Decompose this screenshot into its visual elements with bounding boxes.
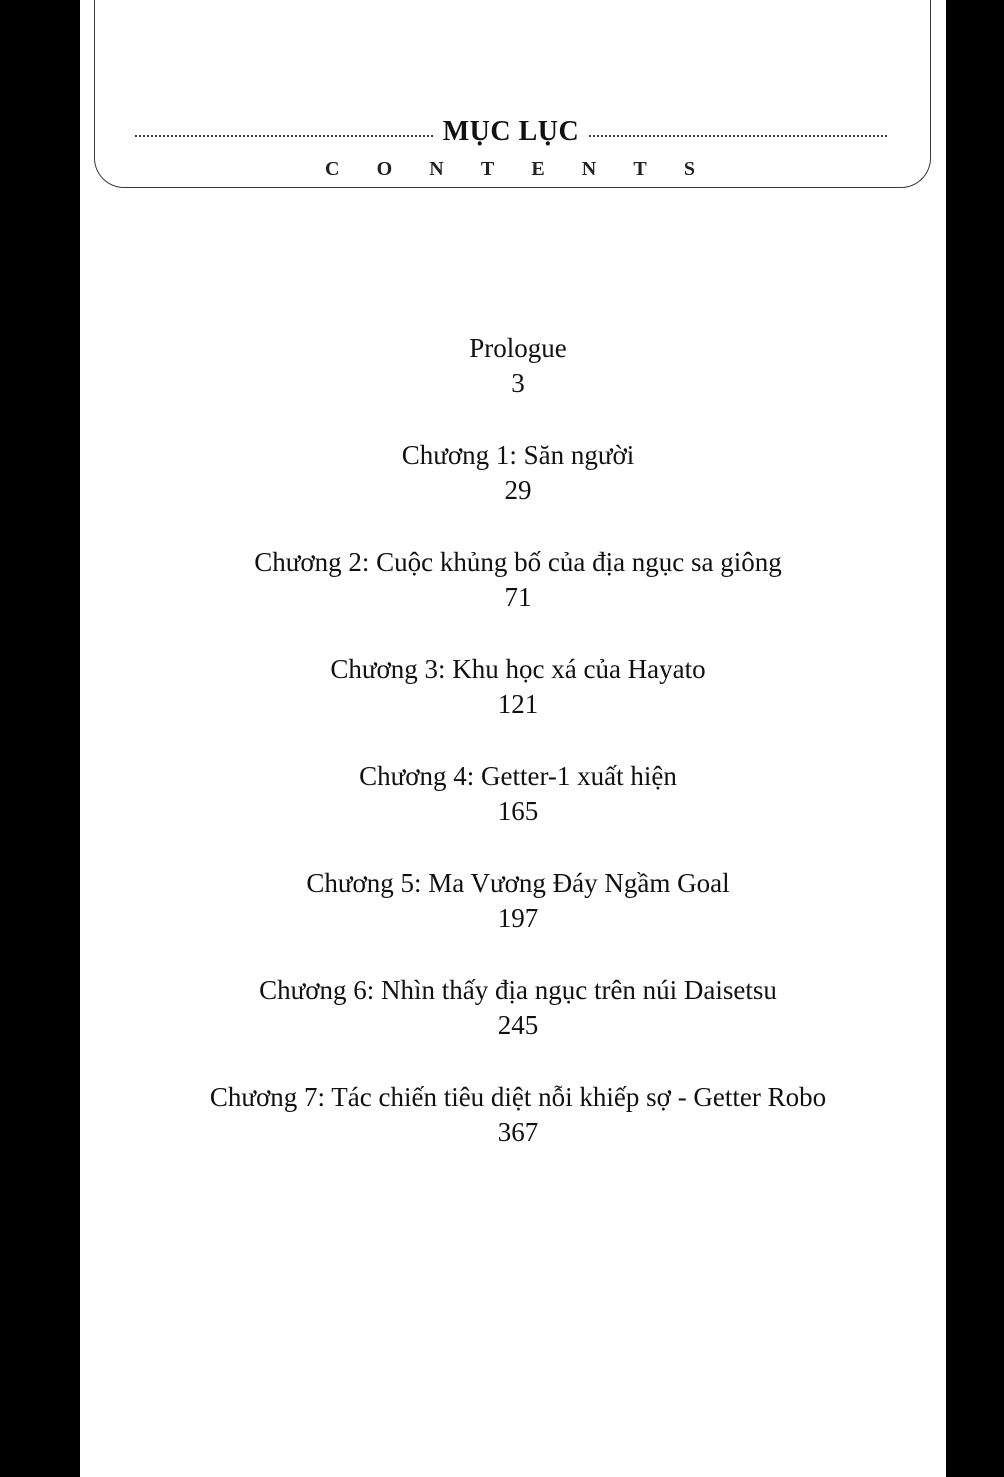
toc-chapter-title: Chương 2: Cuộc khủng bố của địa ngục sa giông — [254, 547, 782, 577]
toc-entry[interactable] — [80, 330, 946, 437]
subtitle-letter: T — [480, 158, 495, 180]
toc-page-number: 71 — [504, 582, 532, 612]
toc-chapter-title: Prologue — [469, 333, 567, 363]
toc-entry[interactable] — [80, 651, 946, 758]
toc-chapter-title: Chương 4: Getter-1 xuất hiện — [359, 761, 677, 791]
toc-entry[interactable] — [80, 1079, 946, 1186]
toc-page-number: 245 — [497, 1010, 539, 1040]
toc-chapter-title: Chương 6: Nhìn thấy địa ngục trên núi Daisetsu — [259, 975, 777, 1005]
book-page — [80, 0, 946, 1477]
dotted-leader-right — [589, 135, 887, 137]
subtitle-letter: C — [325, 158, 340, 180]
subtitle-letter: N — [581, 158, 597, 180]
subtitle-letter: S — [683, 158, 695, 180]
toc-page-number: 367 — [497, 1117, 539, 1147]
toc-page-number: 121 — [497, 689, 539, 719]
toc-chapter-title: Chương 3: Khu học xá của Hayato — [330, 654, 706, 684]
subtitle-letter: T — [633, 158, 647, 180]
toc-entry[interactable] — [80, 544, 946, 651]
table-of-contents — [80, 330, 946, 1186]
page-title: MỤC LỤC — [442, 116, 580, 147]
toc-page-number: 197 — [497, 903, 539, 933]
toc-entry[interactable] — [80, 758, 946, 865]
subtitle-letter: O — [376, 158, 393, 180]
toc-entry[interactable] — [80, 865, 946, 972]
toc-page-number: 29 — [504, 475, 532, 505]
toc-chapter-title: Chương 1: Săn người — [401, 440, 635, 470]
toc-entry[interactable] — [80, 437, 946, 544]
toc-page-number: 3 — [511, 368, 525, 398]
title-row — [135, 112, 887, 152]
toc-chapter-title: Chương 7: Tác chiến tiêu diệt nỗi khiếp sợ - Getter Robo — [209, 1082, 827, 1112]
subtitle-letter: N — [429, 158, 444, 180]
dotted-leader-left — [135, 135, 433, 137]
toc-chapter-title: Chương 5: Ma Vương Đáy Ngầm Goal — [306, 868, 730, 898]
subtitle-letter: E — [531, 158, 545, 180]
toc-page-number: 165 — [497, 796, 539, 826]
page-subtitle — [325, 158, 695, 181]
toc-entry[interactable] — [80, 972, 946, 1079]
